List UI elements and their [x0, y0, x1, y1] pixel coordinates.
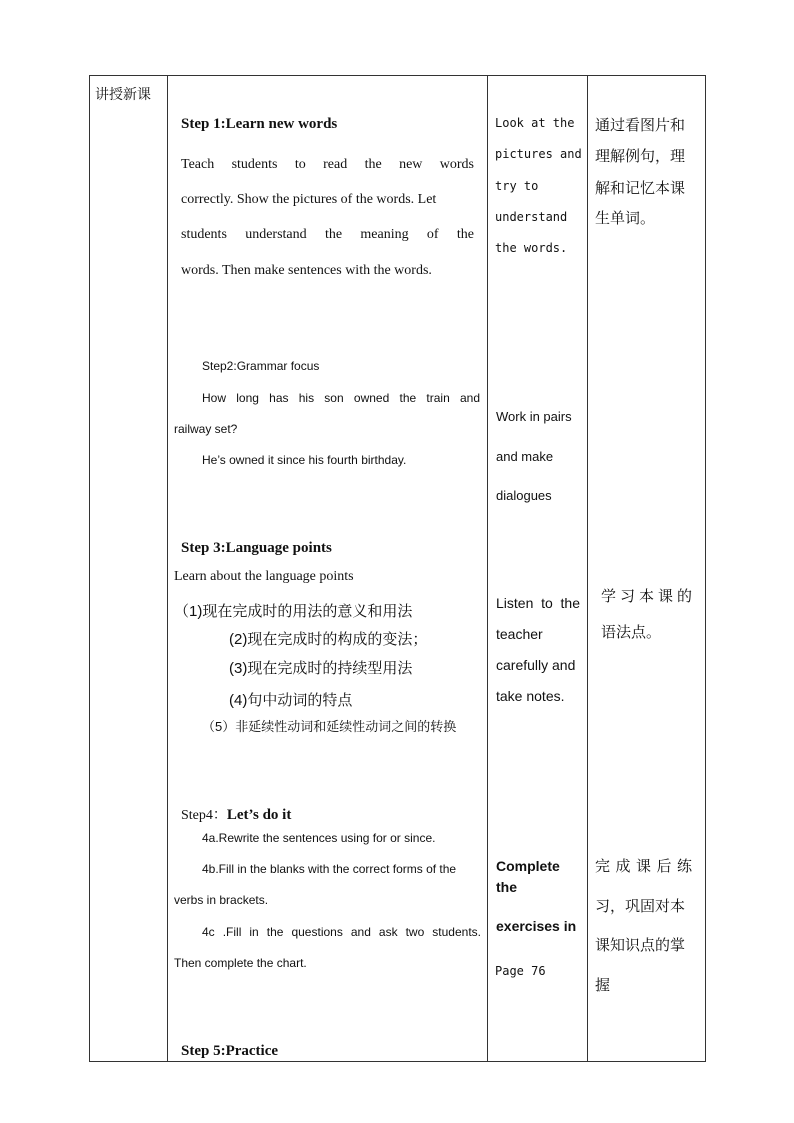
step4-purpose-line: 习，巩固对本: [595, 898, 686, 915]
row-label: 讲授新课: [95, 86, 151, 102]
step1-activity-line: pictures and: [495, 147, 582, 161]
column-divider: [487, 75, 488, 1062]
step2-title: Step2:Grammar focus: [202, 359, 320, 373]
step4-line: 4a.Rewrite the sentences using for or since.: [202, 831, 436, 845]
step1-line: words. Then make sentences with the words.: [181, 263, 432, 278]
step4-purpose-line: 课知识点的掌: [595, 937, 686, 954]
step4-activity-line: Complete: [496, 858, 560, 874]
step4-purpose-line: 完成课后练: [595, 858, 692, 875]
step1-purpose-line: 生单词。: [595, 210, 656, 227]
step1-purpose-line: 理解例句，理: [595, 148, 686, 165]
step1-activity-line: understand: [495, 210, 568, 224]
step2-line: railway set?: [174, 422, 238, 436]
step4-title-main: Let’s do it: [226, 807, 292, 823]
step3-activity-line: carefully and: [496, 657, 576, 673]
step4-line: verbs in brackets.: [174, 893, 269, 907]
step2-activity-line: Work in pairs: [496, 409, 572, 424]
step4-title-prefix: Step4：: [181, 808, 227, 823]
step1-line: Teach students to read the new words: [181, 157, 474, 172]
step3-activity-line: teacher: [496, 626, 543, 642]
step3-intro: Learn about the language points: [174, 569, 354, 584]
step1-line: students understand the meaning of the: [181, 227, 474, 242]
step3-activity-line: Listen to the: [496, 595, 580, 611]
step3-point: (3)现在完成时的持续型用法: [229, 660, 413, 677]
step4-purpose-line: 握: [595, 977, 611, 994]
column-divider: [167, 75, 168, 1062]
step3-purpose-line: 语法点。: [601, 624, 662, 641]
step1-activity-line: Look at the: [495, 116, 575, 130]
step3-point: （5）非延续性动词和延续性动词之间的转换: [202, 719, 457, 734]
step4-activity-line: the: [496, 879, 517, 895]
step1-purpose-line: 通过看图片和: [595, 117, 686, 134]
step1-activity-line: the words.: [495, 241, 568, 255]
step4-activity-line: Page 76: [495, 964, 546, 978]
step4-line: Then complete the chart.: [174, 956, 307, 970]
step4-line: 4b.Fill in the blanks with the correct forms of the: [202, 862, 457, 876]
step2-activity-line: and make: [496, 449, 554, 464]
step4-line: 4c .Fill in the questions and ask two students.: [202, 925, 481, 939]
step3-purpose-line: 学习本课的: [601, 588, 692, 605]
step1-purpose-line: 解和记忆本课: [595, 180, 686, 197]
step3-point: （1)现在完成时的用法的意义和用法: [174, 603, 413, 620]
step3-point: (2)现在完成时的构成的变法；: [229, 631, 428, 648]
step2-activity-line: dialogues: [496, 488, 552, 503]
column-divider: [587, 75, 588, 1062]
step5-title: Step 5:Practice: [181, 1043, 279, 1059]
step3-activity-line: take notes.: [496, 688, 565, 704]
step4-title: [181, 804, 291, 824]
step2-line: He’s owned it since his fourth birthday.: [202, 453, 407, 467]
step2-line: How long has his son owned the train and: [202, 391, 480, 405]
step1-activity-line: try to: [495, 179, 539, 193]
step3-point: (4)句中动词的特点: [229, 692, 353, 709]
step1-title: Step 1:Learn new words: [181, 116, 338, 132]
step4-activity-line: exercises in: [496, 918, 577, 934]
step3-title: Step 3:Language points: [181, 540, 332, 556]
step1-line: correctly. Show the pictures of the words. Let: [181, 192, 437, 207]
